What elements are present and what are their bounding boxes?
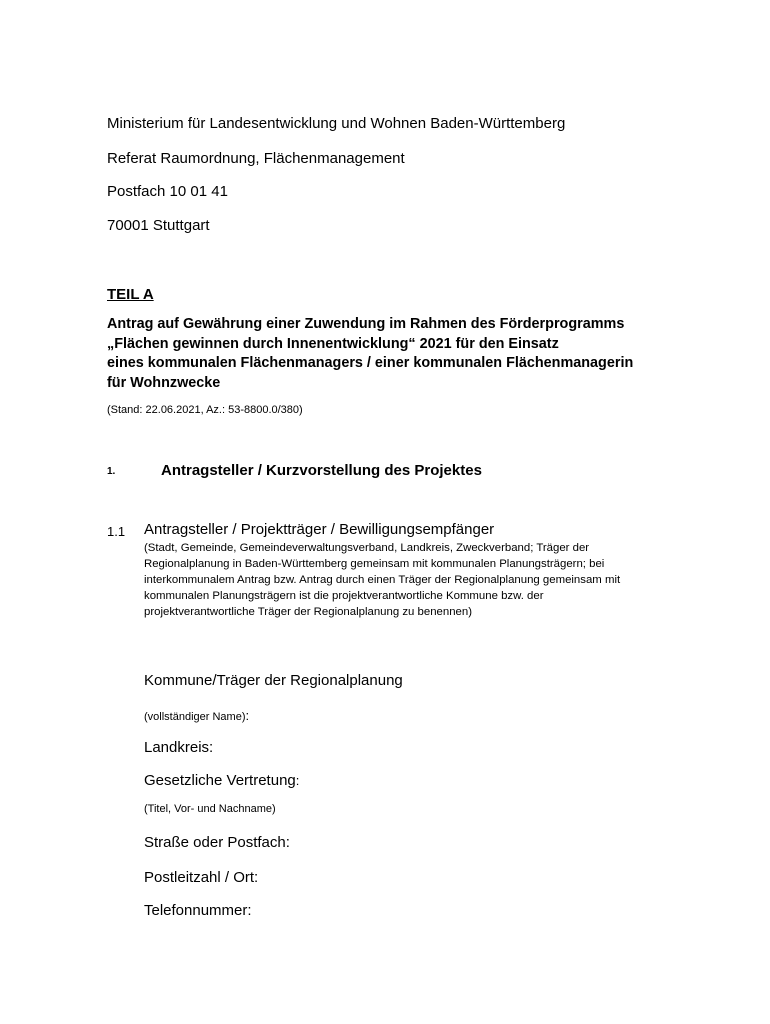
kommune-colon: :	[245, 708, 250, 723]
address-line-city: 70001 Stuttgart	[107, 217, 210, 234]
kommune-label: Kommune/Träger der Regionalplanung	[144, 672, 403, 689]
kommune-hint-row	[144, 707, 249, 725]
title-line: Antrag auf Gewährung einer Zuwendung im Rahmen des Förderprogramms	[107, 316, 625, 332]
note-line: projektverantwortliche Träger der Regionalplanung zu benennen)	[144, 606, 473, 618]
section-1-number: 1.	[107, 466, 116, 477]
document-title	[107, 315, 633, 393]
address-line-postbox: Postfach 10 01 41	[107, 183, 228, 200]
vertretung-row	[144, 772, 299, 789]
strasse-label: Straße oder Postfach:	[144, 834, 290, 851]
kommune-hint: (vollständiger Name)	[144, 711, 246, 723]
address-line-department: Referat Raumordnung, Flächenmanagement	[107, 150, 405, 167]
note-line: (Stadt, Gemeinde, Gemeindeverwaltungsverband, Landkreis, Zweckverband; Träger der	[144, 542, 590, 554]
vertretung-label: Gesetzliche Vertretung	[144, 772, 296, 789]
part-heading: TEIL A	[107, 286, 154, 303]
vertretung-hint: (Titel, Vor- und Nachname)	[144, 803, 276, 815]
title-line: eines kommunalen Flächenmanagers / einer kommunalen Flächenmanagerin	[107, 355, 634, 371]
plz-label: Postleitzahl / Ort:	[144, 869, 259, 886]
landkreis-label: Landkreis:	[144, 739, 214, 756]
section-1-1-heading: Antragsteller / Projektträger / Bewilligungsempfänger	[144, 521, 495, 538]
title-line: für Wohnzwecke	[107, 374, 221, 391]
note-line: Regionalplanung in Baden-Württemberg gemeinsam mit kommunalen Planungsträgern; bei	[144, 558, 605, 570]
address-line-ministry: Ministerium für Landesentwicklung und Wohnen Baden-Württemberg	[107, 115, 566, 132]
section-1-1-note	[144, 540, 620, 620]
vertretung-colon: :	[295, 773, 300, 788]
section-1-heading: Antragsteller / Kurzvorstellung des Projektes	[161, 462, 482, 479]
note-line: interkommunalem Antrag bzw. Antrag durch einen Träger der Regionalplanung gemeinsam mit	[144, 574, 621, 586]
title-line: „Flächen gewinnen durch Innenentwicklung“ 2021 für den Einsatz	[107, 335, 559, 352]
telefon-label: Telefonnummer:	[144, 902, 252, 919]
note-line: kommunalen Planungsträgern ist die projektverantwortliche Kommune bzw. der	[144, 590, 544, 602]
status-line: (Stand: 22.06.2021, Az.: 53-8800.0/380)	[107, 404, 303, 416]
section-1-1-number: 1.1	[107, 524, 126, 539]
